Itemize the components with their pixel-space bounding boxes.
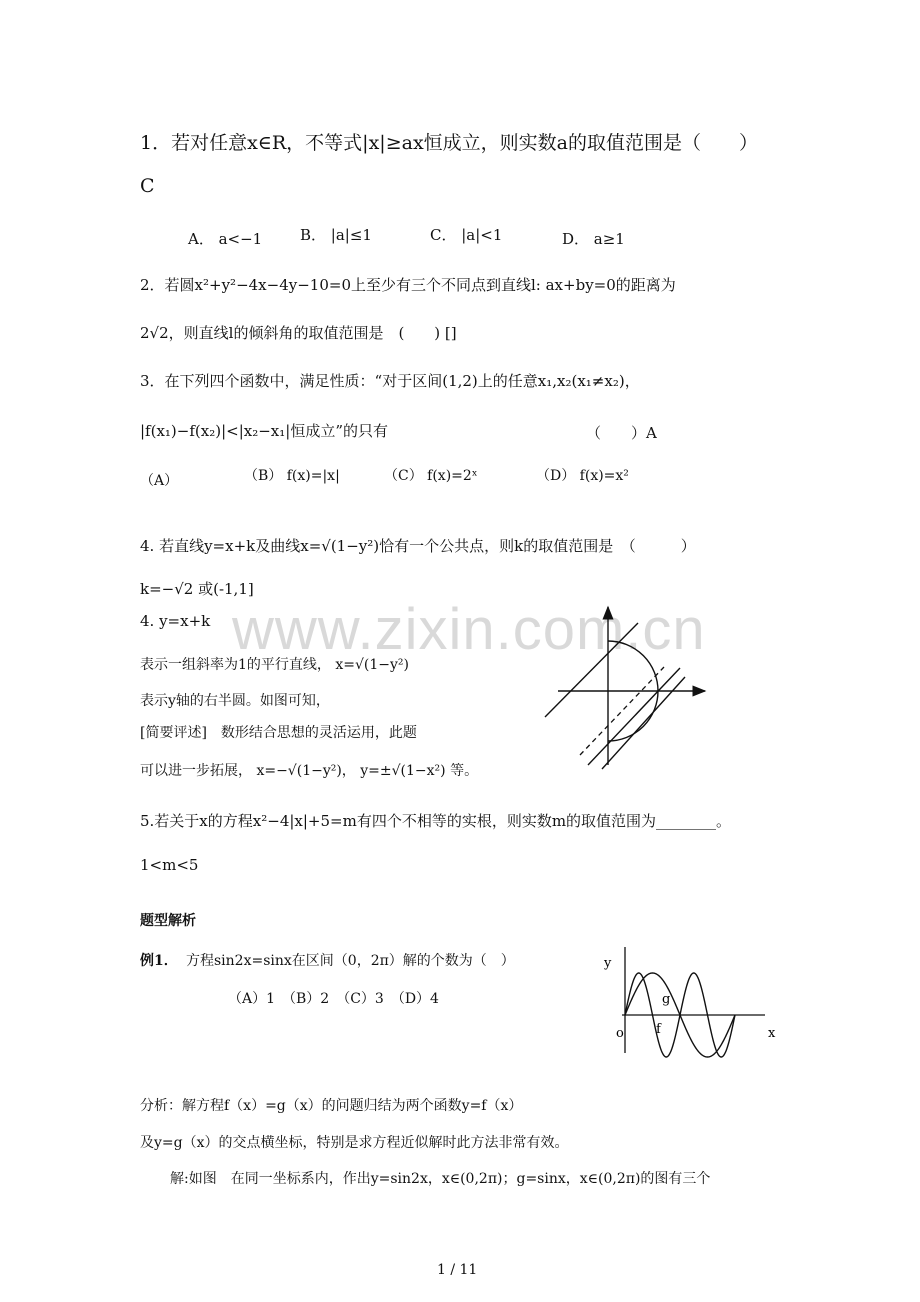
solution-line: 解:如图 在同一坐标系内，作出y=sin2x，x∈(0,2π)；g=sinx，x∈(0,2π)的图有三个 bbox=[170, 1171, 711, 1187]
q3-option-b: （B） f(x)=|x| bbox=[244, 468, 340, 484]
example1-label: 例1． bbox=[140, 953, 178, 969]
q1-option-a: A． a<−1 bbox=[188, 230, 263, 248]
q3-line1: 3．在下列四个函数中，满足性质：“对于区间(1,2)上的任意x₁,x₂(x₁≠x₂)， bbox=[140, 372, 640, 390]
q4-solution-line2: 表示一组斜率为1的平行直线， x=√(1−y²) bbox=[140, 657, 409, 673]
q4-answer: k=−√2 或(-1,1] bbox=[140, 580, 254, 598]
q3-option-a: （A） bbox=[140, 473, 179, 489]
dashed-line bbox=[580, 667, 664, 755]
watermark: www.zixin.com.cn bbox=[232, 597, 706, 662]
q4-line1: 4. 若直线y=x+k及曲线x=√(1−y²)恰有一个公共点，则k的取值范围是 （ ） bbox=[140, 537, 696, 555]
graph-label-o: o bbox=[616, 1026, 624, 1041]
sine-graph bbox=[600, 945, 790, 1055]
example1-options: （A）1 （B）2 （C）3 （D）4 bbox=[228, 991, 439, 1007]
q1-option-b: B． |a|≤1 bbox=[300, 226, 372, 244]
q4-solution-line1: 4. y=x+k bbox=[140, 612, 211, 630]
q2-line2: 2√2，则直线l的倾斜角的取值范围是 ( ) [] bbox=[140, 324, 457, 342]
q3-option-d: （D） f(x)=x² bbox=[536, 468, 629, 484]
q4-diagram bbox=[540, 605, 720, 775]
tangent-line-upper bbox=[545, 623, 638, 717]
q4-solution-line4: [简要评述] 数形结合思想的灵活运用，此题 bbox=[140, 725, 417, 741]
section-title: 题型解析 bbox=[140, 913, 196, 929]
q2-line1: 2．若圆x²+y²−4x−4y−10=0上至少有三个不同点到直线l: ax+by=0的距离为 bbox=[140, 276, 676, 294]
q1-answer: C bbox=[140, 175, 155, 197]
q4-solution-line5: 可以进一步拓展， x=−√(1−y²)， y=±√(1−x²) 等。 bbox=[140, 763, 479, 779]
graph-label-x: x bbox=[768, 1026, 776, 1041]
analysis-line1: 分析：解方程f（x）=g（x）的问题归结为两个函数y=f（x） bbox=[140, 1098, 523, 1114]
page-number: 1 / 11 bbox=[437, 1262, 478, 1278]
parallel-line-middle bbox=[588, 668, 680, 765]
q3-line2: |f(x₁)−f(x₂)|<|x₂−x₁|恒成立”的只有 bbox=[140, 422, 388, 440]
q1-line1: 1．若对任意x∈R，不等式|x|≥ax恒成立，则实数a的取值范围是（ ） bbox=[140, 132, 758, 154]
q1-option-c: C． |a|<1 bbox=[430, 226, 503, 244]
graph-label-f: f bbox=[656, 1022, 661, 1037]
example1-text: 方程sin2x=sinx在区间（0，2π）解的个数为（ ） bbox=[186, 953, 515, 969]
q1-option-d: D． a≥1 bbox=[562, 230, 625, 248]
graph-label-y: y bbox=[604, 956, 612, 971]
analysis-line2: 及y=g（x）的交点横坐标，特别是求方程近似解时此方法非常有效。 bbox=[140, 1135, 569, 1151]
q3-option-c: （C） f(x)=2ˣ bbox=[384, 468, 478, 484]
q3-answer: （ ）A bbox=[586, 424, 657, 442]
q5-line1: 5.若关于x的方程x²−4|x|+5=m有四个不相等的实根，则实数m的取值范围为________。 bbox=[140, 812, 732, 830]
graph-label-g: g bbox=[662, 992, 671, 1007]
q5-answer: 1<m<5 bbox=[140, 856, 199, 874]
q4-solution-line3: 表示y轴的右半圆。如图可知， bbox=[140, 693, 330, 709]
